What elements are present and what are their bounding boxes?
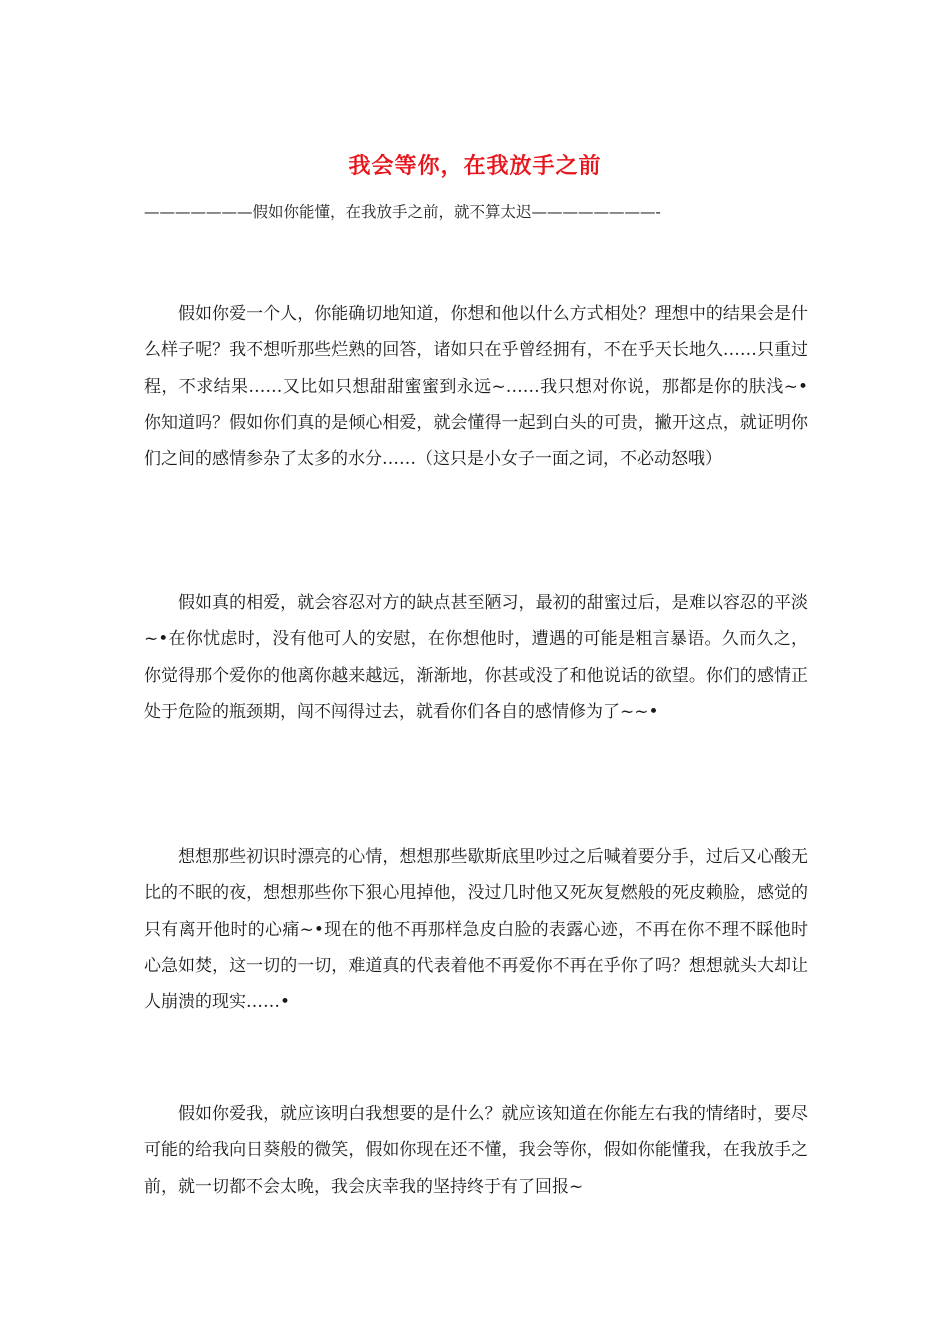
- document-title: 我会等你，在我放手之前: [348, 153, 602, 179]
- paragraph-1: 假如你爱一个人，你能确切地知道，你想和他以什么方式相处？理想中的结果会是什么样子呢？我不想听那些烂熟的回答，诸如只在乎曾经拥有，不在乎天长地久……只重过程，不求结果……又比如只想甜甜蜜蜜到永远~……我只想对你说，那都是你的肤浅~•你知道吗？假如你们真的是倾心相爱，就会懂得一起到白头的可贵，撇开这点，就证明你们之间的感情参杂了太多的水分……（这只是小女子一面之词，不必动怒哦）: [144, 304, 808, 470]
- paragraph-3: 想想那些初识时漂亮的心情，想想那些歇斯底里吵过之后喊着要分手，过后又心酸无比的不眠的夜，想想那些你下狠心甩掉他，没过几时他又死灰复燃般的死皮赖脸，感觉的只有离开他时的心痛~•现在的他不再那样急皮白脸的表露心迹，不再在你不理不睬他时心急如焚，这一切的一切，难道真的代表着他不再爱你不再在乎你了吗？想想就头大却让人崩溃的现实……•: [144, 847, 808, 1013]
- paragraph-4: 假如你爱我，就应该明白我想要的是什么？就应该知道在你能左右我的情绪时，要尽可能的给我向日葵般的微笑，假如你现在还不懂，我会等你，假如你能懂我，在我放手之前，就一切都不会太晚，我会庆幸我的坚持终于有了回报~: [144, 1104, 808, 1197]
- document-subtitle: ———————假如你能懂，在我放手之前，就不算太迟————————-: [144, 203, 661, 221]
- paragraph-2: 假如真的相爱，就会容忍对方的缺点甚至陋习，最初的甜蜜过后，是难以容忍的平淡~•在你忧虑时，没有他可人的安慰，在你想他时，遭遇的可能是粗言暴语。久而久之，你觉得那个爱你的他离你越来越远，渐渐地，你甚或没了和他说话的欲望。你们的感情正处于危险的瓶颈期，闯不闯得过去，就看你们各自的感情修为了~~•: [144, 593, 808, 722]
